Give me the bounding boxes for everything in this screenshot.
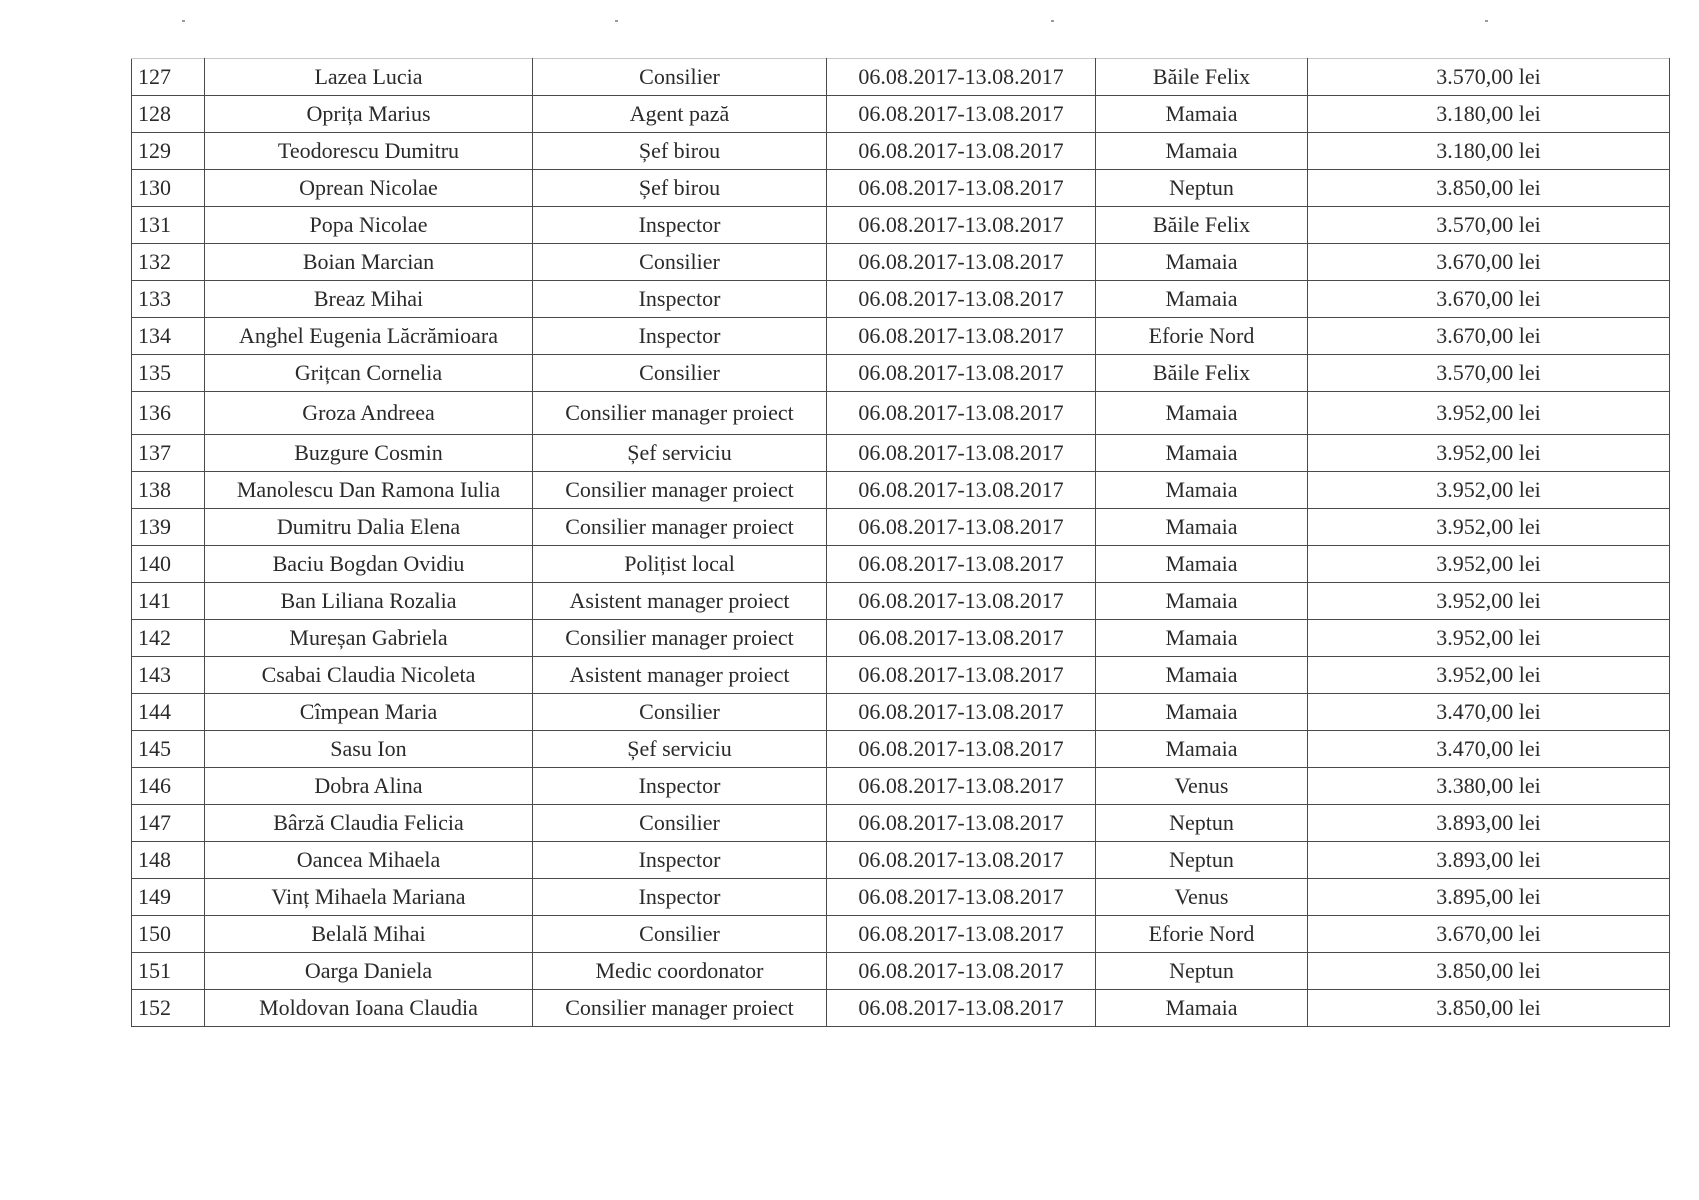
- table-row: [132, 731, 1670, 768]
- role-cell: Consilier: [533, 805, 827, 842]
- amount-cell: 3.850,00 lei: [1308, 990, 1670, 1027]
- location-cell: Neptun: [1096, 170, 1308, 207]
- role-cell: Inspector: [533, 842, 827, 879]
- location-cell: Mamaia: [1096, 133, 1308, 170]
- role-cell: Consilier: [533, 916, 827, 953]
- row-number-cell: 129: [132, 133, 205, 170]
- role-cell: Consilier manager proiect: [533, 620, 827, 657]
- name-cell: Bârză Claudia Felicia: [205, 805, 533, 842]
- table-row: [132, 281, 1670, 318]
- table-row: [132, 318, 1670, 355]
- amount-cell: 3.952,00 lei: [1308, 583, 1670, 620]
- period-cell: 06.08.2017-13.08.2017: [827, 355, 1096, 392]
- name-cell: Oancea Mihaela: [205, 842, 533, 879]
- amount-cell: 3.952,00 lei: [1308, 509, 1670, 546]
- period-cell: 06.08.2017-13.08.2017: [827, 805, 1096, 842]
- row-number-cell: 128: [132, 96, 205, 133]
- table-row: [132, 355, 1670, 392]
- location-cell: Mamaia: [1096, 657, 1308, 694]
- table-row: [132, 879, 1670, 916]
- period-cell: 06.08.2017-13.08.2017: [827, 879, 1096, 916]
- period-cell: 06.08.2017-13.08.2017: [827, 392, 1096, 435]
- role-cell: Consilier manager proiect: [533, 509, 827, 546]
- amount-cell: 3.952,00 lei: [1308, 620, 1670, 657]
- role-cell: Inspector: [533, 879, 827, 916]
- name-cell: Teodorescu Dumitru: [205, 133, 533, 170]
- location-cell: Neptun: [1096, 953, 1308, 990]
- location-cell: Mamaia: [1096, 583, 1308, 620]
- name-cell: Dobra Alina: [205, 768, 533, 805]
- table-row: [132, 59, 1670, 96]
- period-cell: 06.08.2017-13.08.2017: [827, 318, 1096, 355]
- table-row: [132, 990, 1670, 1027]
- row-number-cell: 127: [132, 59, 205, 96]
- table-row: [132, 842, 1670, 879]
- name-cell: Cîmpean Maria: [205, 694, 533, 731]
- location-cell: Neptun: [1096, 805, 1308, 842]
- period-cell: 06.08.2017-13.08.2017: [827, 768, 1096, 805]
- period-cell: 06.08.2017-13.08.2017: [827, 207, 1096, 244]
- location-cell: Mamaia: [1096, 694, 1308, 731]
- location-cell: Băile Felix: [1096, 355, 1308, 392]
- table-row: [132, 96, 1670, 133]
- name-cell: Sasu Ion: [205, 731, 533, 768]
- table-row: [132, 244, 1670, 281]
- row-number-cell: 151: [132, 953, 205, 990]
- location-cell: Eforie Nord: [1096, 916, 1308, 953]
- role-cell: Inspector: [533, 768, 827, 805]
- role-cell: Polițist local: [533, 546, 827, 583]
- row-number-cell: 143: [132, 657, 205, 694]
- period-cell: 06.08.2017-13.08.2017: [827, 953, 1096, 990]
- location-cell: Mamaia: [1096, 509, 1308, 546]
- table-row: [132, 620, 1670, 657]
- location-cell: Mamaia: [1096, 435, 1308, 472]
- period-cell: 06.08.2017-13.08.2017: [827, 694, 1096, 731]
- amount-cell: 3.952,00 lei: [1308, 392, 1670, 435]
- amount-cell: 3.180,00 lei: [1308, 96, 1670, 133]
- name-cell: Grițcan Cornelia: [205, 355, 533, 392]
- location-cell: Băile Felix: [1096, 59, 1308, 96]
- role-cell: Consilier: [533, 59, 827, 96]
- row-number-cell: 131: [132, 207, 205, 244]
- name-cell: Oprița Marius: [205, 96, 533, 133]
- amount-cell: 3.570,00 lei: [1308, 59, 1670, 96]
- amount-cell: 3.670,00 lei: [1308, 916, 1670, 953]
- role-cell: Șef serviciu: [533, 731, 827, 768]
- period-cell: 06.08.2017-13.08.2017: [827, 59, 1096, 96]
- scan-mark: [1051, 20, 1054, 22]
- amount-cell: 3.670,00 lei: [1308, 281, 1670, 318]
- amount-cell: 3.470,00 lei: [1308, 694, 1670, 731]
- name-cell: Manolescu Dan Ramona Iulia: [205, 472, 533, 509]
- row-number-cell: 141: [132, 583, 205, 620]
- amount-cell: 3.570,00 lei: [1308, 207, 1670, 244]
- amount-cell: 3.850,00 lei: [1308, 953, 1670, 990]
- row-number-cell: 134: [132, 318, 205, 355]
- role-cell: Consilier manager proiect: [533, 472, 827, 509]
- location-cell: Venus: [1096, 879, 1308, 916]
- period-cell: 06.08.2017-13.08.2017: [827, 435, 1096, 472]
- role-cell: Consilier: [533, 244, 827, 281]
- amount-cell: 3.952,00 lei: [1308, 546, 1670, 583]
- amount-cell: 3.952,00 lei: [1308, 657, 1670, 694]
- amount-cell: 3.895,00 lei: [1308, 879, 1670, 916]
- period-cell: 06.08.2017-13.08.2017: [827, 916, 1096, 953]
- table-row: [132, 805, 1670, 842]
- row-number-cell: 150: [132, 916, 205, 953]
- table-row: [132, 546, 1670, 583]
- role-cell: Șef birou: [533, 133, 827, 170]
- location-cell: Eforie Nord: [1096, 318, 1308, 355]
- table-row: [132, 768, 1670, 805]
- name-cell: Csabai Claudia Nicoleta: [205, 657, 533, 694]
- period-cell: 06.08.2017-13.08.2017: [827, 657, 1096, 694]
- period-cell: 06.08.2017-13.08.2017: [827, 244, 1096, 281]
- row-number-cell: 149: [132, 879, 205, 916]
- location-cell: Mamaia: [1096, 392, 1308, 435]
- scan-mark: [1485, 20, 1488, 22]
- role-cell: Șef serviciu: [533, 435, 827, 472]
- name-cell: Buzgure Cosmin: [205, 435, 533, 472]
- amount-cell: 3.952,00 lei: [1308, 472, 1670, 509]
- table-row: [132, 170, 1670, 207]
- location-cell: Băile Felix: [1096, 207, 1308, 244]
- row-number-cell: 145: [132, 731, 205, 768]
- role-cell: Consilier: [533, 355, 827, 392]
- name-cell: Popa Nicolae: [205, 207, 533, 244]
- table-body: [132, 59, 1670, 1027]
- role-cell: Consilier manager proiect: [533, 392, 827, 435]
- row-number-cell: 136: [132, 392, 205, 435]
- amount-cell: 3.952,00 lei: [1308, 435, 1670, 472]
- period-cell: 06.08.2017-13.08.2017: [827, 620, 1096, 657]
- location-cell: Mamaia: [1096, 281, 1308, 318]
- row-number-cell: 130: [132, 170, 205, 207]
- row-number-cell: 132: [132, 244, 205, 281]
- name-cell: Breaz Mihai: [205, 281, 533, 318]
- table-row: [132, 435, 1670, 472]
- period-cell: 06.08.2017-13.08.2017: [827, 472, 1096, 509]
- scan-mark: [182, 20, 185, 22]
- table-row: [132, 509, 1670, 546]
- table-row: [132, 207, 1670, 244]
- scan-mark: [615, 20, 618, 22]
- name-cell: Belală Mihai: [205, 916, 533, 953]
- location-cell: Neptun: [1096, 842, 1308, 879]
- row-number-cell: 146: [132, 768, 205, 805]
- role-cell: Inspector: [533, 207, 827, 244]
- period-cell: 06.08.2017-13.08.2017: [827, 509, 1096, 546]
- table-row: [132, 472, 1670, 509]
- period-cell: 06.08.2017-13.08.2017: [827, 96, 1096, 133]
- table-row: [132, 583, 1670, 620]
- row-number-cell: 148: [132, 842, 205, 879]
- period-cell: 06.08.2017-13.08.2017: [827, 842, 1096, 879]
- location-cell: Mamaia: [1096, 96, 1308, 133]
- name-cell: Groza Andreea: [205, 392, 533, 435]
- name-cell: Anghel Eugenia Lăcrămioara: [205, 318, 533, 355]
- amount-cell: 3.470,00 lei: [1308, 731, 1670, 768]
- location-cell: Mamaia: [1096, 620, 1308, 657]
- amount-cell: 3.850,00 lei: [1308, 170, 1670, 207]
- role-cell: Inspector: [533, 281, 827, 318]
- name-cell: Oarga Daniela: [205, 953, 533, 990]
- table-row: [132, 392, 1670, 435]
- amount-cell: 3.670,00 lei: [1308, 318, 1670, 355]
- period-cell: 06.08.2017-13.08.2017: [827, 170, 1096, 207]
- employee-travel-table: [131, 58, 1669, 1027]
- table-row: [132, 694, 1670, 731]
- row-number-cell: 139: [132, 509, 205, 546]
- name-cell: Boian Marcian: [205, 244, 533, 281]
- table-row: [132, 133, 1670, 170]
- location-cell: Mamaia: [1096, 990, 1308, 1027]
- role-cell: Medic coordonator: [533, 953, 827, 990]
- role-cell: Consilier: [533, 694, 827, 731]
- row-number-cell: 137: [132, 435, 205, 472]
- row-number-cell: 138: [132, 472, 205, 509]
- amount-cell: 3.570,00 lei: [1308, 355, 1670, 392]
- amount-cell: 3.893,00 lei: [1308, 842, 1670, 879]
- name-cell: Dumitru Dalia Elena: [205, 509, 533, 546]
- table-row: [132, 953, 1670, 990]
- row-number-cell: 144: [132, 694, 205, 731]
- table-row: [132, 916, 1670, 953]
- period-cell: 06.08.2017-13.08.2017: [827, 546, 1096, 583]
- name-cell: Moldovan Ioana Claudia: [205, 990, 533, 1027]
- period-cell: 06.08.2017-13.08.2017: [827, 990, 1096, 1027]
- location-cell: Mamaia: [1096, 472, 1308, 509]
- period-cell: 06.08.2017-13.08.2017: [827, 583, 1096, 620]
- location-cell: Mamaia: [1096, 731, 1308, 768]
- row-number-cell: 140: [132, 546, 205, 583]
- row-number-cell: 147: [132, 805, 205, 842]
- name-cell: Mureșan Gabriela: [205, 620, 533, 657]
- period-cell: 06.08.2017-13.08.2017: [827, 133, 1096, 170]
- role-cell: Inspector: [533, 318, 827, 355]
- amount-cell: 3.893,00 lei: [1308, 805, 1670, 842]
- role-cell: Asistent manager proiect: [533, 583, 827, 620]
- table-row: [132, 657, 1670, 694]
- amount-cell: 3.180,00 lei: [1308, 133, 1670, 170]
- row-number-cell: 133: [132, 281, 205, 318]
- role-cell: Agent pază: [533, 96, 827, 133]
- location-cell: Venus: [1096, 768, 1308, 805]
- name-cell: Vinț Mihaela Mariana: [205, 879, 533, 916]
- row-number-cell: 135: [132, 355, 205, 392]
- role-cell: Șef birou: [533, 170, 827, 207]
- role-cell: Consilier manager proiect: [533, 990, 827, 1027]
- period-cell: 06.08.2017-13.08.2017: [827, 731, 1096, 768]
- amount-cell: 3.670,00 lei: [1308, 244, 1670, 281]
- location-cell: Mamaia: [1096, 244, 1308, 281]
- row-number-cell: 142: [132, 620, 205, 657]
- row-number-cell: 152: [132, 990, 205, 1027]
- name-cell: Oprean Nicolae: [205, 170, 533, 207]
- location-cell: Mamaia: [1096, 546, 1308, 583]
- period-cell: 06.08.2017-13.08.2017: [827, 281, 1096, 318]
- name-cell: Ban Liliana Rozalia: [205, 583, 533, 620]
- name-cell: Lazea Lucia: [205, 59, 533, 96]
- amount-cell: 3.380,00 lei: [1308, 768, 1670, 805]
- data-table: [131, 58, 1670, 1027]
- name-cell: Baciu Bogdan Ovidiu: [205, 546, 533, 583]
- role-cell: Asistent manager proiect: [533, 657, 827, 694]
